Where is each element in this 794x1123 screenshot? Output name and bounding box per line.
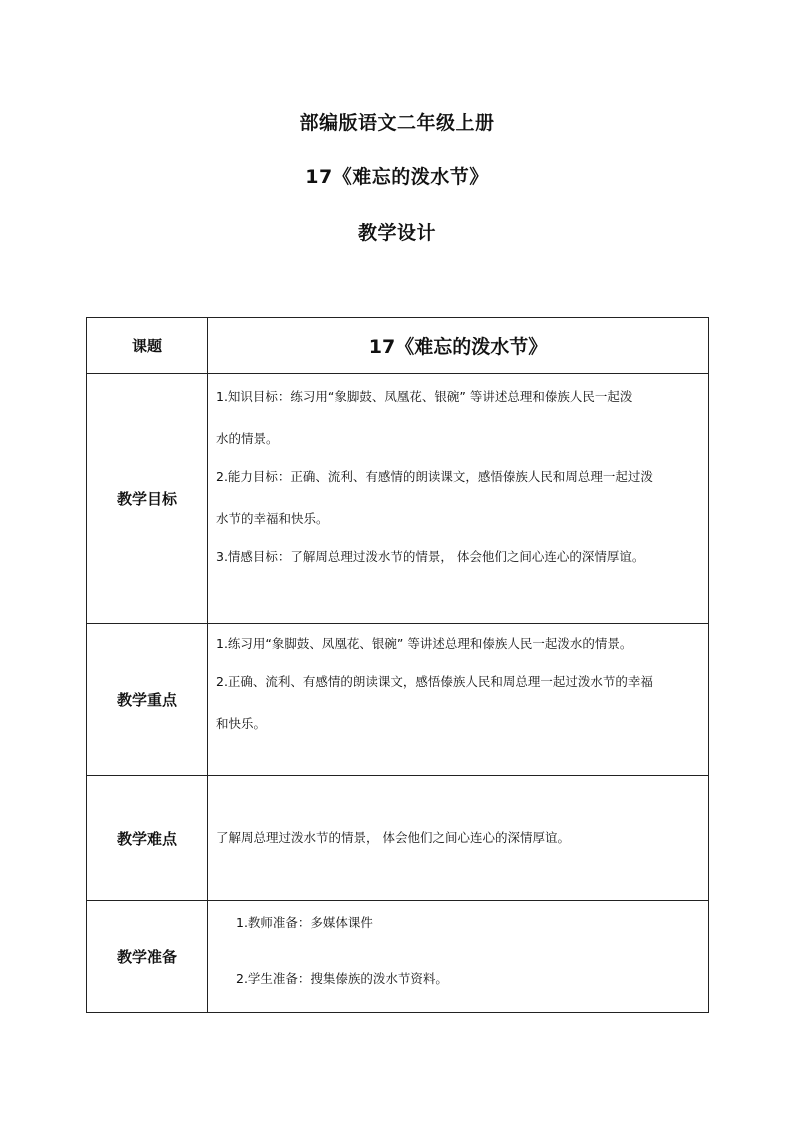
goal-line: 水的情景。 — [216, 431, 279, 446]
goal-item — [216, 387, 702, 449]
prep-label: 教学准备 — [87, 901, 208, 1013]
lesson-title: 17《难忘的泼水节》 — [305, 166, 489, 188]
goals-cell — [208, 374, 709, 624]
goal-item — [216, 547, 702, 567]
key-point-item — [216, 672, 702, 734]
prep-item: 2.学生准备：搜集傣族的泼水节资料。 — [236, 971, 448, 986]
difficulty-row — [87, 776, 709, 901]
topic-value: 17《难忘的泼水节》 — [208, 318, 709, 374]
document-title: 部编版语文二年级上册 — [299, 112, 495, 134]
difficulty-cell — [208, 776, 709, 901]
key-point-line: 和快乐。 — [216, 716, 267, 731]
key-points-cell — [208, 624, 709, 776]
prep-cell — [208, 901, 709, 1013]
goal-line: 2.能力目标：正确、流利、有感情的朗读课文，感悟傣族人民和周总理一起过泼 — [216, 469, 653, 484]
key-point-item — [216, 634, 702, 654]
goal-line: 3.情感目标：了解周总理过泼水节的情景， 体会他们之间心连心的深情厚谊。 — [216, 549, 645, 564]
key-points-label: 教学重点 — [87, 624, 208, 776]
goal-item — [216, 467, 702, 529]
lesson-plan-table — [86, 317, 709, 1013]
prep-item: 1.教师准备：多媒体课件 — [236, 915, 373, 930]
goal-line: 1.知识目标：练习用“象脚鼓、凤凰花、银碗” 等讲述总理和傣族人民一起泼 — [216, 389, 633, 404]
key-point-line: 1.练习用“象脚鼓、凤凰花、银碗” 等讲述总理和傣族人民一起泼水的情景。 — [216, 636, 633, 651]
topic-label: 课题 — [87, 318, 208, 374]
topic-row — [87, 318, 709, 374]
difficulty-label: 教学难点 — [87, 776, 208, 901]
key-point-line: 2.正确、流利、有感情的朗读课文，感悟傣族人民和周总理一起过泼水节的幸福 — [216, 674, 653, 689]
document-subtitle: 教学设计 — [357, 222, 436, 244]
prep-row — [87, 901, 709, 1013]
goal-line: 水节的幸福和快乐。 — [216, 511, 329, 526]
key-points-row — [87, 624, 709, 776]
goals-row — [87, 374, 709, 624]
difficulty-text: 了解周总理过泼水节的情景， 体会他们之间心连心的深情厚谊。 — [216, 830, 570, 845]
goals-label: 教学目标 — [87, 374, 208, 624]
